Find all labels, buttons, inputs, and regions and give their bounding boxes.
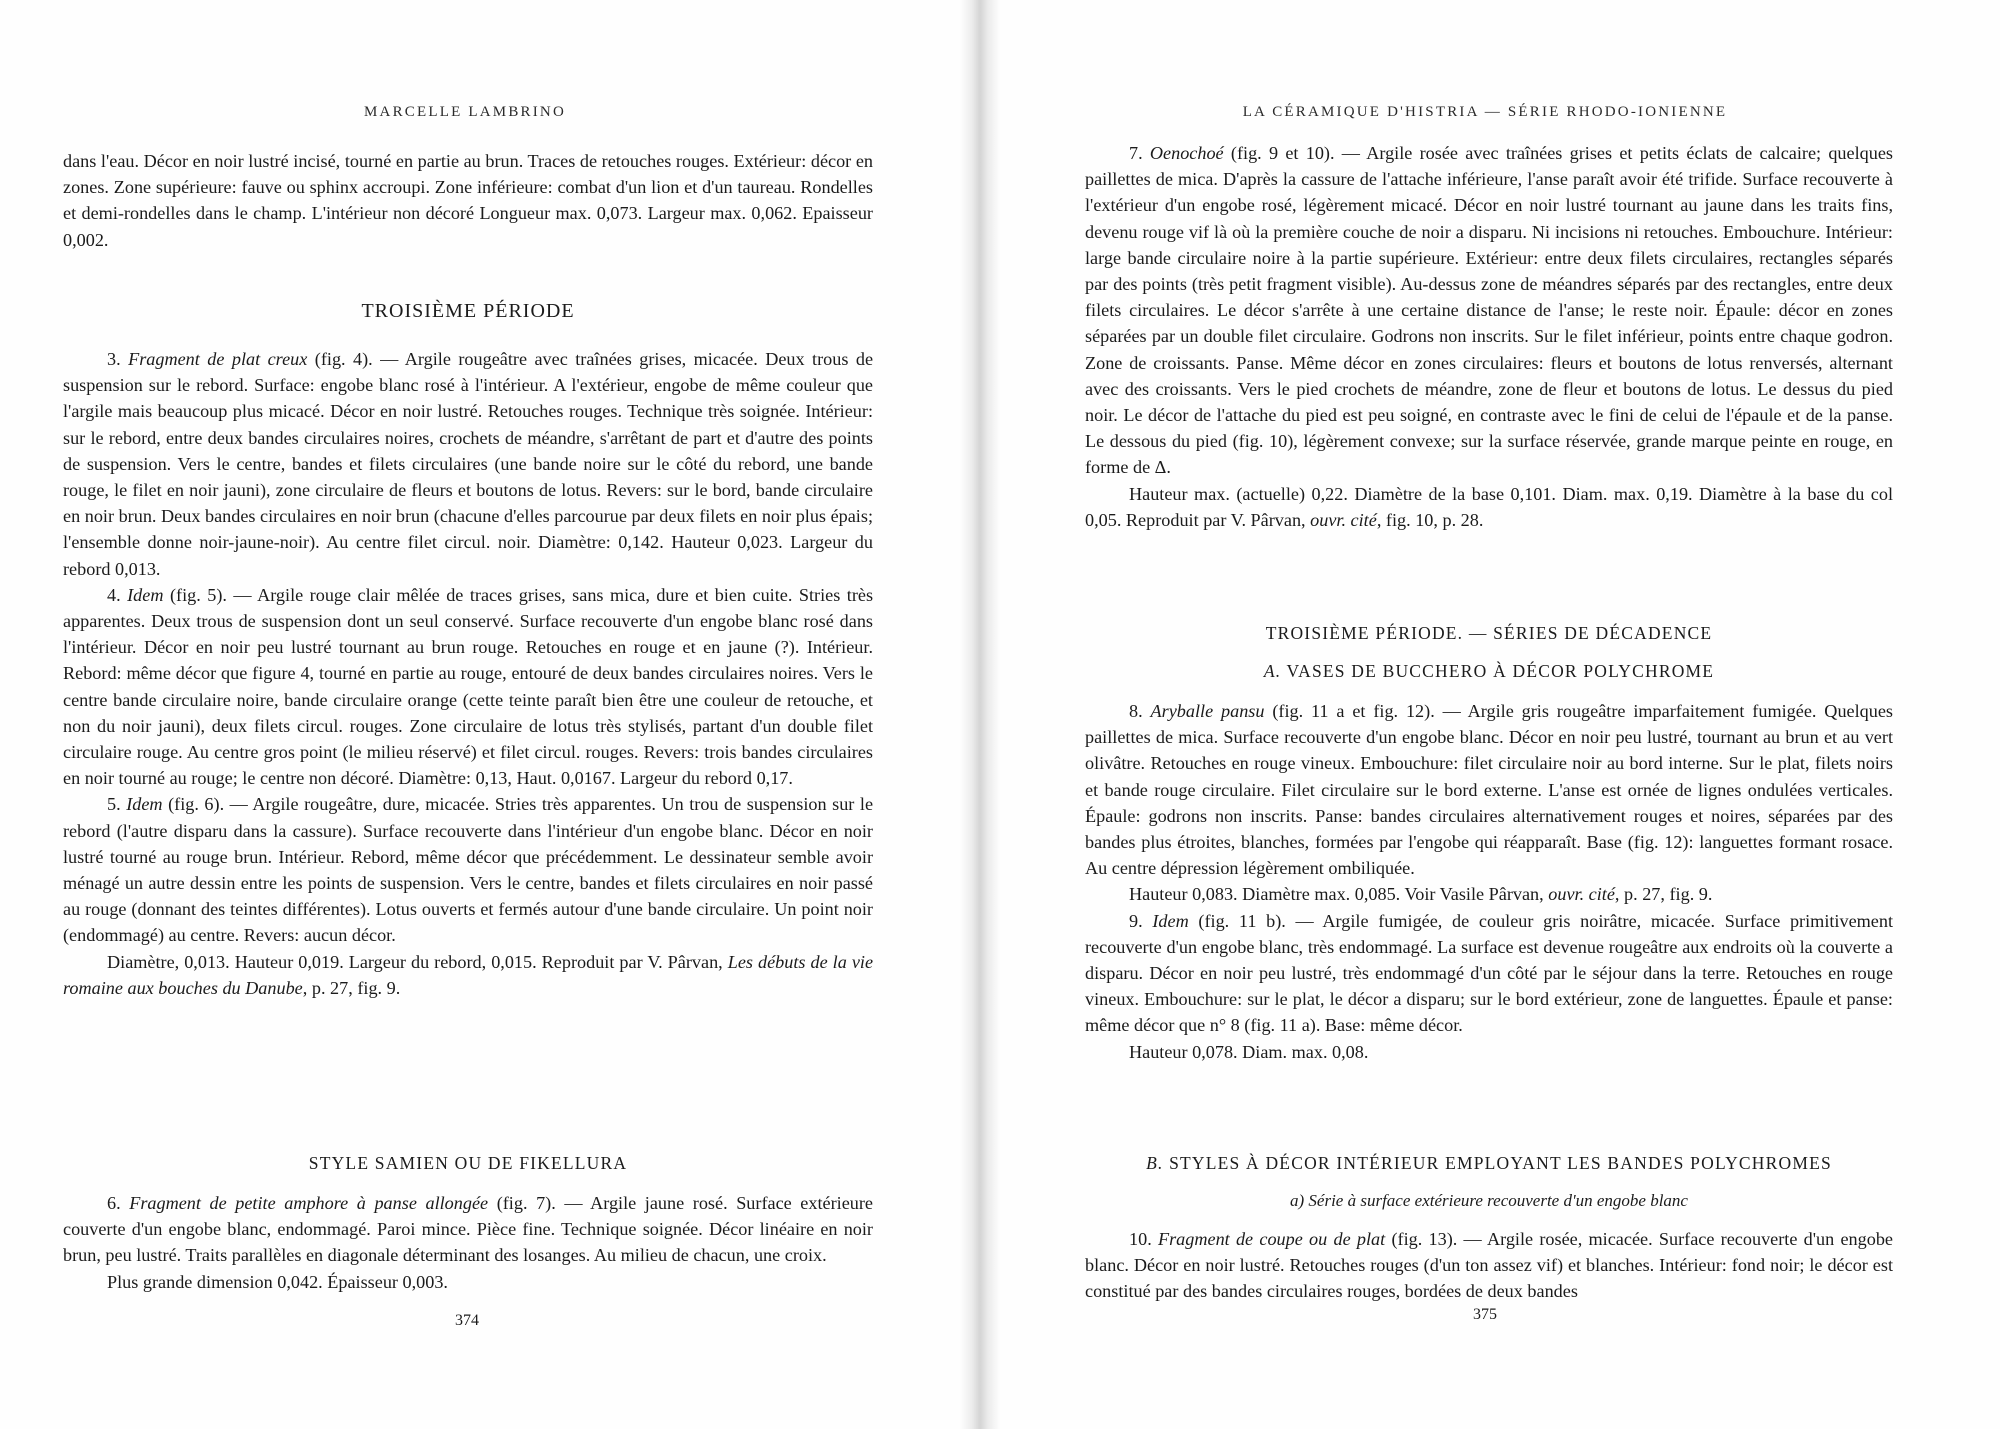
- entry-title: Fragment de petite amphore à panse allongée: [129, 1193, 489, 1213]
- entry-title: Idem: [126, 794, 163, 815]
- catalog-entries: [1085, 140, 1893, 533]
- right-page: [975, 0, 2000, 1429]
- catalog-entry-10: 10. Fragment de coupe ou de plat (fig. 13). — Argile rosée, micacée. Surface recouverte d'un engobe blanc. Décor en noir lustré. Retouches rouges (d'un ton assez vif) et blanches. Intérieur: fond noir; le décor est constitué par des bandes circulaires rouges, bordées de deux bandes: [1085, 1229, 1893, 1302]
- catalog-entry-3: 3. Fragment de plat creux (fig. 4). — Argile rougeâtre avec traînées grises, micacée. Deux trous de suspension sur le rebord. Surface: engobe blanc rosé à l'intérieur. A l'extérieur, engobe de même couleur que l'argile mais beaucoup plus micacé. Décor en noir lustré. Retouches rouges. Technique très soignée. Intérieur: sur le rebord, entre deux bandes circulaires noires, crochets de méandre, s'arrêtant de part et d'autre des points de suspension. Vers le centre, bandes et filets circulaires (une bande noire sur le côté du rebord, une bande rouge, le filet en noir jauni), zone circulaire de fleurs et boutons de lotus. Revers: sur le bord, bande circulaire en noir brun. Deux bandes circulaires en noir brun (chacune d'elles parcourue par deux filets en noir plus épais; l'ensemble donne noir-jaune-noir). Au centre filet circul. noir. Diamètre: 0,142. Hauteur 0,023. Largeur du rebord 0,013.: [63, 349, 874, 579]
- left-page: [0, 0, 975, 1429]
- section-heading: TROISIÈME PÉRIODE. — SÉRIES DE DÉCADENCE: [1265, 623, 1713, 643]
- entry-title: Fragment de plat creux: [128, 349, 308, 369]
- bibliographic-title: ouvr. cité: [1310, 509, 1377, 530]
- entry-dimensions: Plus grande dimension 0,042. Épaisseur 0,003.: [107, 1271, 448, 1292]
- page-number: 374: [455, 1312, 479, 1329]
- bibliographic-title: Les débuts de la vie romaine aux bouches du Danube: [63, 951, 874, 998]
- entry-dimensions: Hauteur 0,083. Diamètre max. 0,085. Voir Vasile Pârvan, ouvr. cité, p. 27, fig. 9.: [1129, 884, 1713, 905]
- catalog-entries: [1085, 698, 1893, 1065]
- subsection-heading: a) Série à surface extérieure recouverte d'un engobe blanc: [1290, 1191, 1688, 1210]
- page-number: 375: [1473, 1306, 1497, 1323]
- entry-title: Oenochoé: [1149, 143, 1224, 163]
- catalog-entries: [63, 346, 873, 1001]
- catalog-entry-7: 7. Oenochoé (fig. 9 et 10). — Argile rosée avec traînées grises et petits éclats de calcaire; quelques paillettes de mica. D'après la cassure de l'attache inférieure, l'anse paraît avoir été trifide. Surface recouverte à l'extérieur d'un engobe rosé, légèrement micacé. Décor en noir lustré tournant au jaune dans les traits fins, devenu rouge vif là où la première couche de noir a disparu. Ni incisions ni retouches. Embouchure. Intérieur: large bande circulaire noire à la partie supérieure. Extérieur: entre deux filets circulaires, rectangles séparés par des points (très petit fragment visible). Au-dessus zone de méandres séparés par des rectangles, entre deux filets circulaires. Le décor s'arrête à une certaine distance de l'anse; le reste noir. Épaule: décor en zones séparées par un double filet circulaire. Godrons non inscrits. Sur le filet inférieur, points entre chaque godron. Zone de croissants. Panse. Même décor en zones circulaires: fleurs et boutons de lotus renversés, alternant avec des croissants. Vers le pied crochets de méandre, zone de fleur et boutons de lotus. Le dessus du pied noir. Le décor de l'attache du pied est peu soigné, en contraste avec le fini de celui de l'épaule et de la panse. Le dessous du pied (fig. 10), légèrement convexe; sur la surface réservée, grande marque peinte en rouge, en forme de Δ.: [1085, 143, 1893, 478]
- subsection-heading: A. VASES DE BUCCHERO À DÉCOR POLYCHROME: [1263, 661, 1715, 681]
- running-header: MARCELLE LAMBRINO: [364, 104, 566, 120]
- section-heading: TROISIÈME PÉRIODE: [361, 300, 575, 322]
- entry-dimensions: Hauteur max. (actuelle) 0,22. Diamètre de la base 0,101. Diam. max. 0,19. Diamètre à la base du col 0,05. Reproduit par V. Pârvan, ouvr. cité, fig. 10, p. 28.: [1085, 483, 1893, 530]
- catalog-entry-6: 6. Fragment de petite amphore à panse allongée (fig. 7). — Argile jaune rosé. Surface extérieure couverte d'un engobe blanc, endommagé. Paroi mince. Pièce fine. Technique soignée. Décor linéaire en noir brun, peu lustré. Traits parallèles en diagonale déterminant des losanges. Au milieu de chacun, une croix.: [63, 1193, 874, 1266]
- section-heading: STYLE SAMIEN OU DE FIKELLURA: [308, 1153, 628, 1173]
- catalog-entry-4: 4. Idem (fig. 5). — Argile rouge clair mêlée de traces grises, sans mica, dure et bien cuite. Stries très apparentes. Deux trous de suspension dont un seul conservé. Surface recouverte d'un engobe blanc rosé dans l'intérieur. Décor en noir peu lustré tournant au brun rouge. Retouches en rouge et en jaune (?). Intérieur. Rebord: même décor que figure 4, tourné en partie au rouge, entouré de deux bandes circulaires noires. Vers le centre bande circulaire noire, bande circulaire orange (cette teinte paraît bien être une couleur de retouche, et non du noir jauni), deux filets circul. rouges. Zone circulaire de lotus très stylisés, partant d'un double filet circulaire rouge. Au centre gros point (le milieu réservé) et filet circul. rouges. Revers: trois bandes circulaires en noir tourné au rouge; le centre non décoré. Diamètre: 0,13, Haut. 0,0167. Largeur du rebord 0,17.: [63, 584, 874, 789]
- bibliographic-title: ouvr. cité: [1548, 884, 1615, 905]
- subsection-heading: B. STYLES À DÉCOR INTÉRIEUR EMPLOYANT LES BANDES POLYCHROMES: [1146, 1153, 1832, 1173]
- catalog-entries: [63, 1190, 873, 1295]
- running-header: LA CÉRAMIQUE D'HISTRIA — SÉRIE RHODO-IONIENNE: [1242, 104, 1728, 120]
- entry-dimensions: Hauteur 0,078. Diam. max. 0,08.: [1129, 1041, 1369, 1062]
- entry-dimensions: Diamètre, 0,013. Hauteur 0,019. Largeur du rebord, 0,015. Reproduit par V. Pârvan, Les débuts de la vie romaine aux bouches du Danube, p. 27, fig. 9.: [63, 951, 874, 998]
- entry-title: Idem: [127, 584, 164, 605]
- catalog-entries: [1085, 1226, 1893, 1305]
- catalog-entry-9: 9. Idem (fig. 11 b). — Argile fumigée, de couleur gris noirâtre, micacée. Surface primitivement recouverte d'un engobe blanc, très endommagé. La surface est devenue rougeâtre aux endroits où la couverte a disparu. Décor en noir peu lustré, très endommagé d'un côté par le séjour dans la terre. Retouches en rouge vineux. Embouchure: sur le plat, le décor a disparu; sur le bord extérieur, zone de languettes. Épaule et panse: même décor que n° 8 (fig. 11 a). Base: même décor.: [1085, 910, 1894, 1036]
- continuation-paragraph: dans l'eau. Décor en noir lustré incisé, tourné en partie au brun. Traces de retouches rouges. Extérieur: décor en zones. Zone supérieure: fauve ou sphinx accroupi. Zone inférieure: combat d'un lion et d'un taureau. Rondelles et demi-rondelles dans le champ. L'intérieur non décoré Longueur max. 0,073. Largeur max. 0,062. Epaisseur 0,002.: [63, 151, 873, 250]
- catalog-entry-5: 5. Idem (fig. 6). — Argile rougeâtre, dure, micacée. Stries très apparentes. Un trou de suspension sur le rebord (l'autre disparu dans la cassure). Surface recouverte dans l'intérieur d'un engobe blanc. Décor en noir lustré tourné au rouge brun. Intérieur. Rebord, même décor que précédemment. Le dessinateur semble avoir ménagé un autre dessin entre les points de suspension. Vers le centre, bandes et filets circulaires en noir passé au rouge (donnant des teintes différentes). Lotus ouverts et fermés autour d'une bande circulaire. Un point noir (endommagé) au centre. Revers: aucun décor.: [63, 794, 874, 946]
- catalog-entry-8: 8. Aryballe pansu (fig. 11 a et fig. 12). — Argile gris rougeâtre imparfaitement fumigée. Quelques paillettes de mica. Surface recouverte d'un engobe blanc. Décor en noir peu lustré, tournant au brun et au vert olivâtre. Retouches en rouge vineux. Embouchure: filet circulaire noir au bord interne. Sur le plat, filets noirs et bande rouge circulaire. Filet circulaire sur le bord externe. L'anse est ornée de lignes ondulées verticales. Épaule: godrons non inscrits. Panse: bandes circulaires alternativement rouges et noires, séparées par des bandes plus étroites, blanches, formées par l'engobe qui réapparaît. Base (fig. 12): languettes formant rosace. Au centre dépression légèrement ombiliquée.: [1085, 701, 1894, 879]
- entry-title: Fragment de coupe ou de plat: [1157, 1229, 1386, 1249]
- entry-title: Idem: [1152, 910, 1189, 931]
- entry-title: Aryballe pansu: [1150, 701, 1265, 721]
